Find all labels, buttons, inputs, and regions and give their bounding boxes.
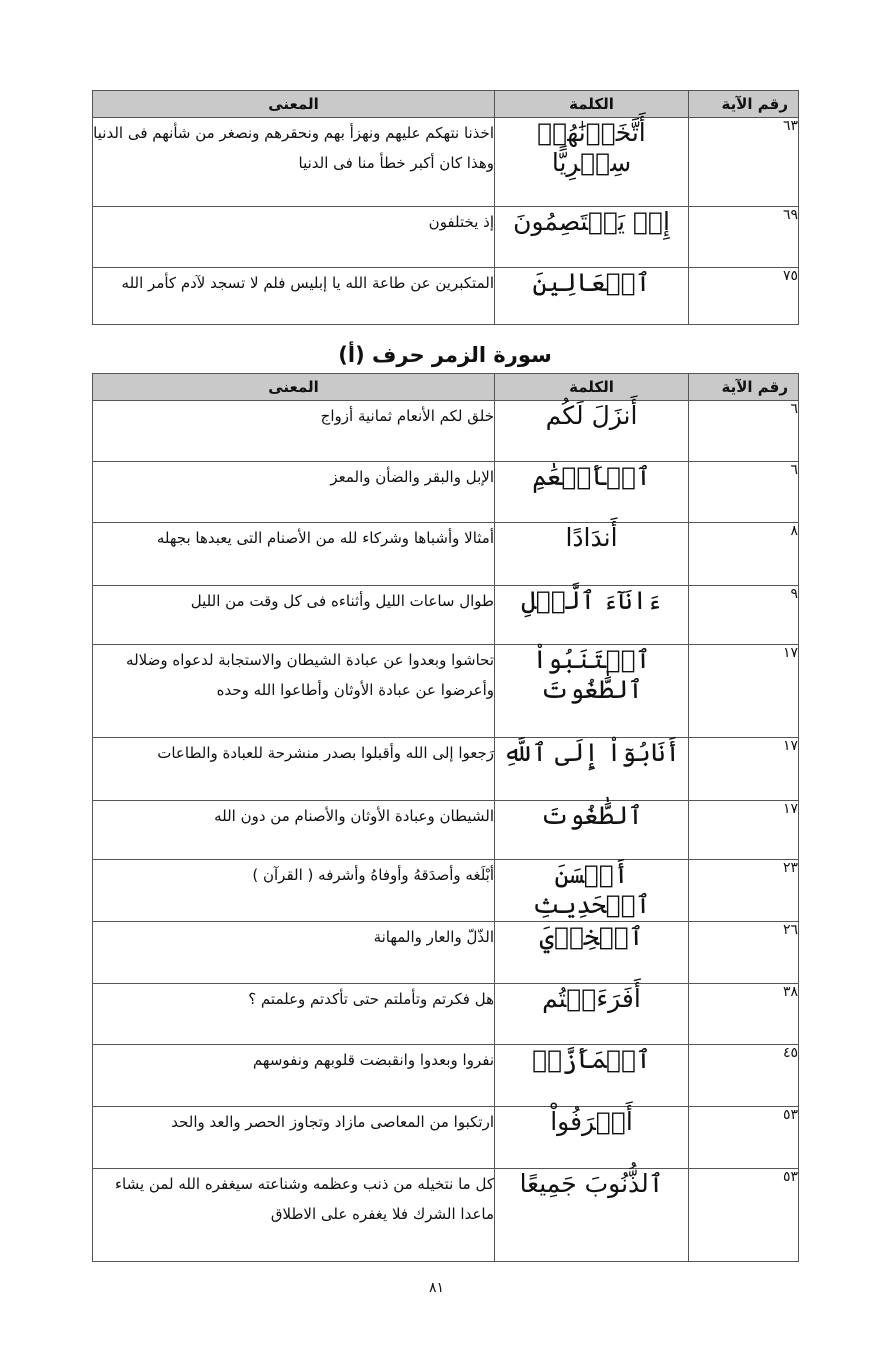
header-word: الكلمة [495,91,689,118]
table-row [93,1169,799,1262]
table-header-row [93,91,799,118]
header-meaning: المعنى [93,91,495,118]
quran-word: أَنَابُوٓاْ إِلَى ٱللَّهِ [495,738,689,801]
word-meaning: طوال ساعات الليل وأثناءه فى كل وقت من الليل [93,586,495,645]
word-meaning: اخذنا نتهكم عليهم ونهزأ بهم ونحقرهم ونصغر من شأنهم فى الدنيا وهذا كان أكبر خطأ منا فى الدنيا [93,118,495,207]
quran-word: ٱلۡعَالِينَ [495,268,689,325]
table-row [93,1045,799,1107]
quran-word: ٱشۡمَأَزَّتۡ [495,1045,689,1107]
verse-number: ٦ [689,401,799,462]
quran-word: أَندَادًا [495,523,689,586]
word-meaning: أبْلَغه وأصدَقهُ وأوفاهُ وأشرفه ( القرآن ) [93,860,495,922]
verse-number: ٦٩ [689,207,799,268]
table-row [93,586,799,645]
word-meaning: نفروا وبعدوا وانقبضت قلوبهم ونفوسهم [93,1045,495,1107]
word-meaning: الذّلّ والعار والمهانة [93,922,495,984]
verse-number: ٦ [689,462,799,523]
word-meaning: هل فكرتم وتأملتم حتى تأكدتم وعلمتم ؟ [93,984,495,1045]
table-row [93,738,799,801]
quran-word: إِذۡ يَخۡتَصِمُونَ [495,207,689,268]
page-number: ٨١ [428,1280,445,1296]
verse-number: ٥٣ [689,1169,799,1262]
quran-word: ٱلذُّنُوبَ جَمِيعًا [495,1169,689,1262]
verse-number: ٩ [689,586,799,645]
table-row [93,401,799,462]
word-meaning: الشيطان وعبادة الأوثان والأصنام من دون الله [93,801,495,860]
word-meaning: خلق لكم الأنعام ثمانية أزواج [93,401,495,462]
quran-word: ٱلۡخِزۡيَ [495,922,689,984]
verse-number: ٥٣ [689,1107,799,1169]
verse-number: ١٧ [689,645,799,738]
verse-number: ١٧ [689,801,799,860]
quran-word: أَنزَلَ لَكُم [495,401,689,462]
table-row [93,207,799,268]
table-row [93,984,799,1045]
header-verse-number: رقم الآية [689,374,799,401]
quran-word: ٱلطَّٰغُوتَ [495,801,689,860]
verse-number: ٤٥ [689,1045,799,1107]
header-verse-number: رقم الآية [689,91,799,118]
header-meaning: المعنى [93,374,495,401]
verse-number: ٢٣ [689,860,799,922]
quran-word: أَسۡرَفُواْ [495,1107,689,1169]
word-meaning: رَجعوا إلى الله وأقبلوا بصدر منشرحة للعبادة والطاعات [93,738,495,801]
quran-word: ٱجۡتَنَبُواْ ٱلطَّٰغُوتَ [495,645,689,738]
table-row [93,523,799,586]
vocab-table-sad [92,90,799,325]
word-meaning: الإبل والبقر والضأن والمعز [93,462,495,523]
word-meaning: تحاشوا وبعدوا عن عبادة الشيطان والاستجابة لدعواه وضلاله وأعرضوا عن عبادة الأوثان وأطاعوا الله وحده [93,645,495,738]
quran-word: أَفَرَءَيۡتُم [495,984,689,1045]
verse-number: ٦٣ [689,118,799,207]
word-meaning: ارتكبوا من المعاصى مازاد وتجاوز الحصر والعد والحد [93,1107,495,1169]
verse-number: ٣٨ [689,984,799,1045]
verse-number: ٨ [689,523,799,586]
table-row [93,645,799,738]
table-row [93,118,799,207]
word-meaning: إذ يختلفون [93,207,495,268]
quran-word: ٱلۡأَنۡعَٰمِ [495,462,689,523]
verse-number: ٢٦ [689,922,799,984]
word-meaning: كل ما نتخيله من ذنب وعظمه وشناعته سيغفره الله لمن يشاء ماعدا الشرك فلا يغفره على الاطلاق [93,1169,495,1262]
quran-word: ءَانَآءَ ٱلَّيۡلِ [495,586,689,645]
table-row [93,860,799,922]
header-word: الكلمة [495,374,689,401]
table-row [93,268,799,325]
verse-number: ١٧ [689,738,799,801]
verse-number: ٧٥ [689,268,799,325]
surah-title: سورة الزمر حرف (أ) [338,343,552,367]
quran-word: أَتَّخَذۡنَٰهُمۡ سِخۡرِيًّا [495,118,689,207]
quran-word: أَحۡسَنَ ٱلۡحَدِيثِ [495,860,689,922]
word-meaning: المتكبرين عن طاعة الله يا إبليس فلم لا تسجد لآدم كأمر الله [93,268,495,325]
word-meaning: أمثالا وأشباها وشركاء لله من الأصنام التى يعبدها بجهله [93,523,495,586]
table-header-row [93,374,799,401]
table-row [93,922,799,984]
vocab-table-zumar [92,373,799,1262]
table-row [93,462,799,523]
table-row [93,1107,799,1169]
table-row [93,801,799,860]
